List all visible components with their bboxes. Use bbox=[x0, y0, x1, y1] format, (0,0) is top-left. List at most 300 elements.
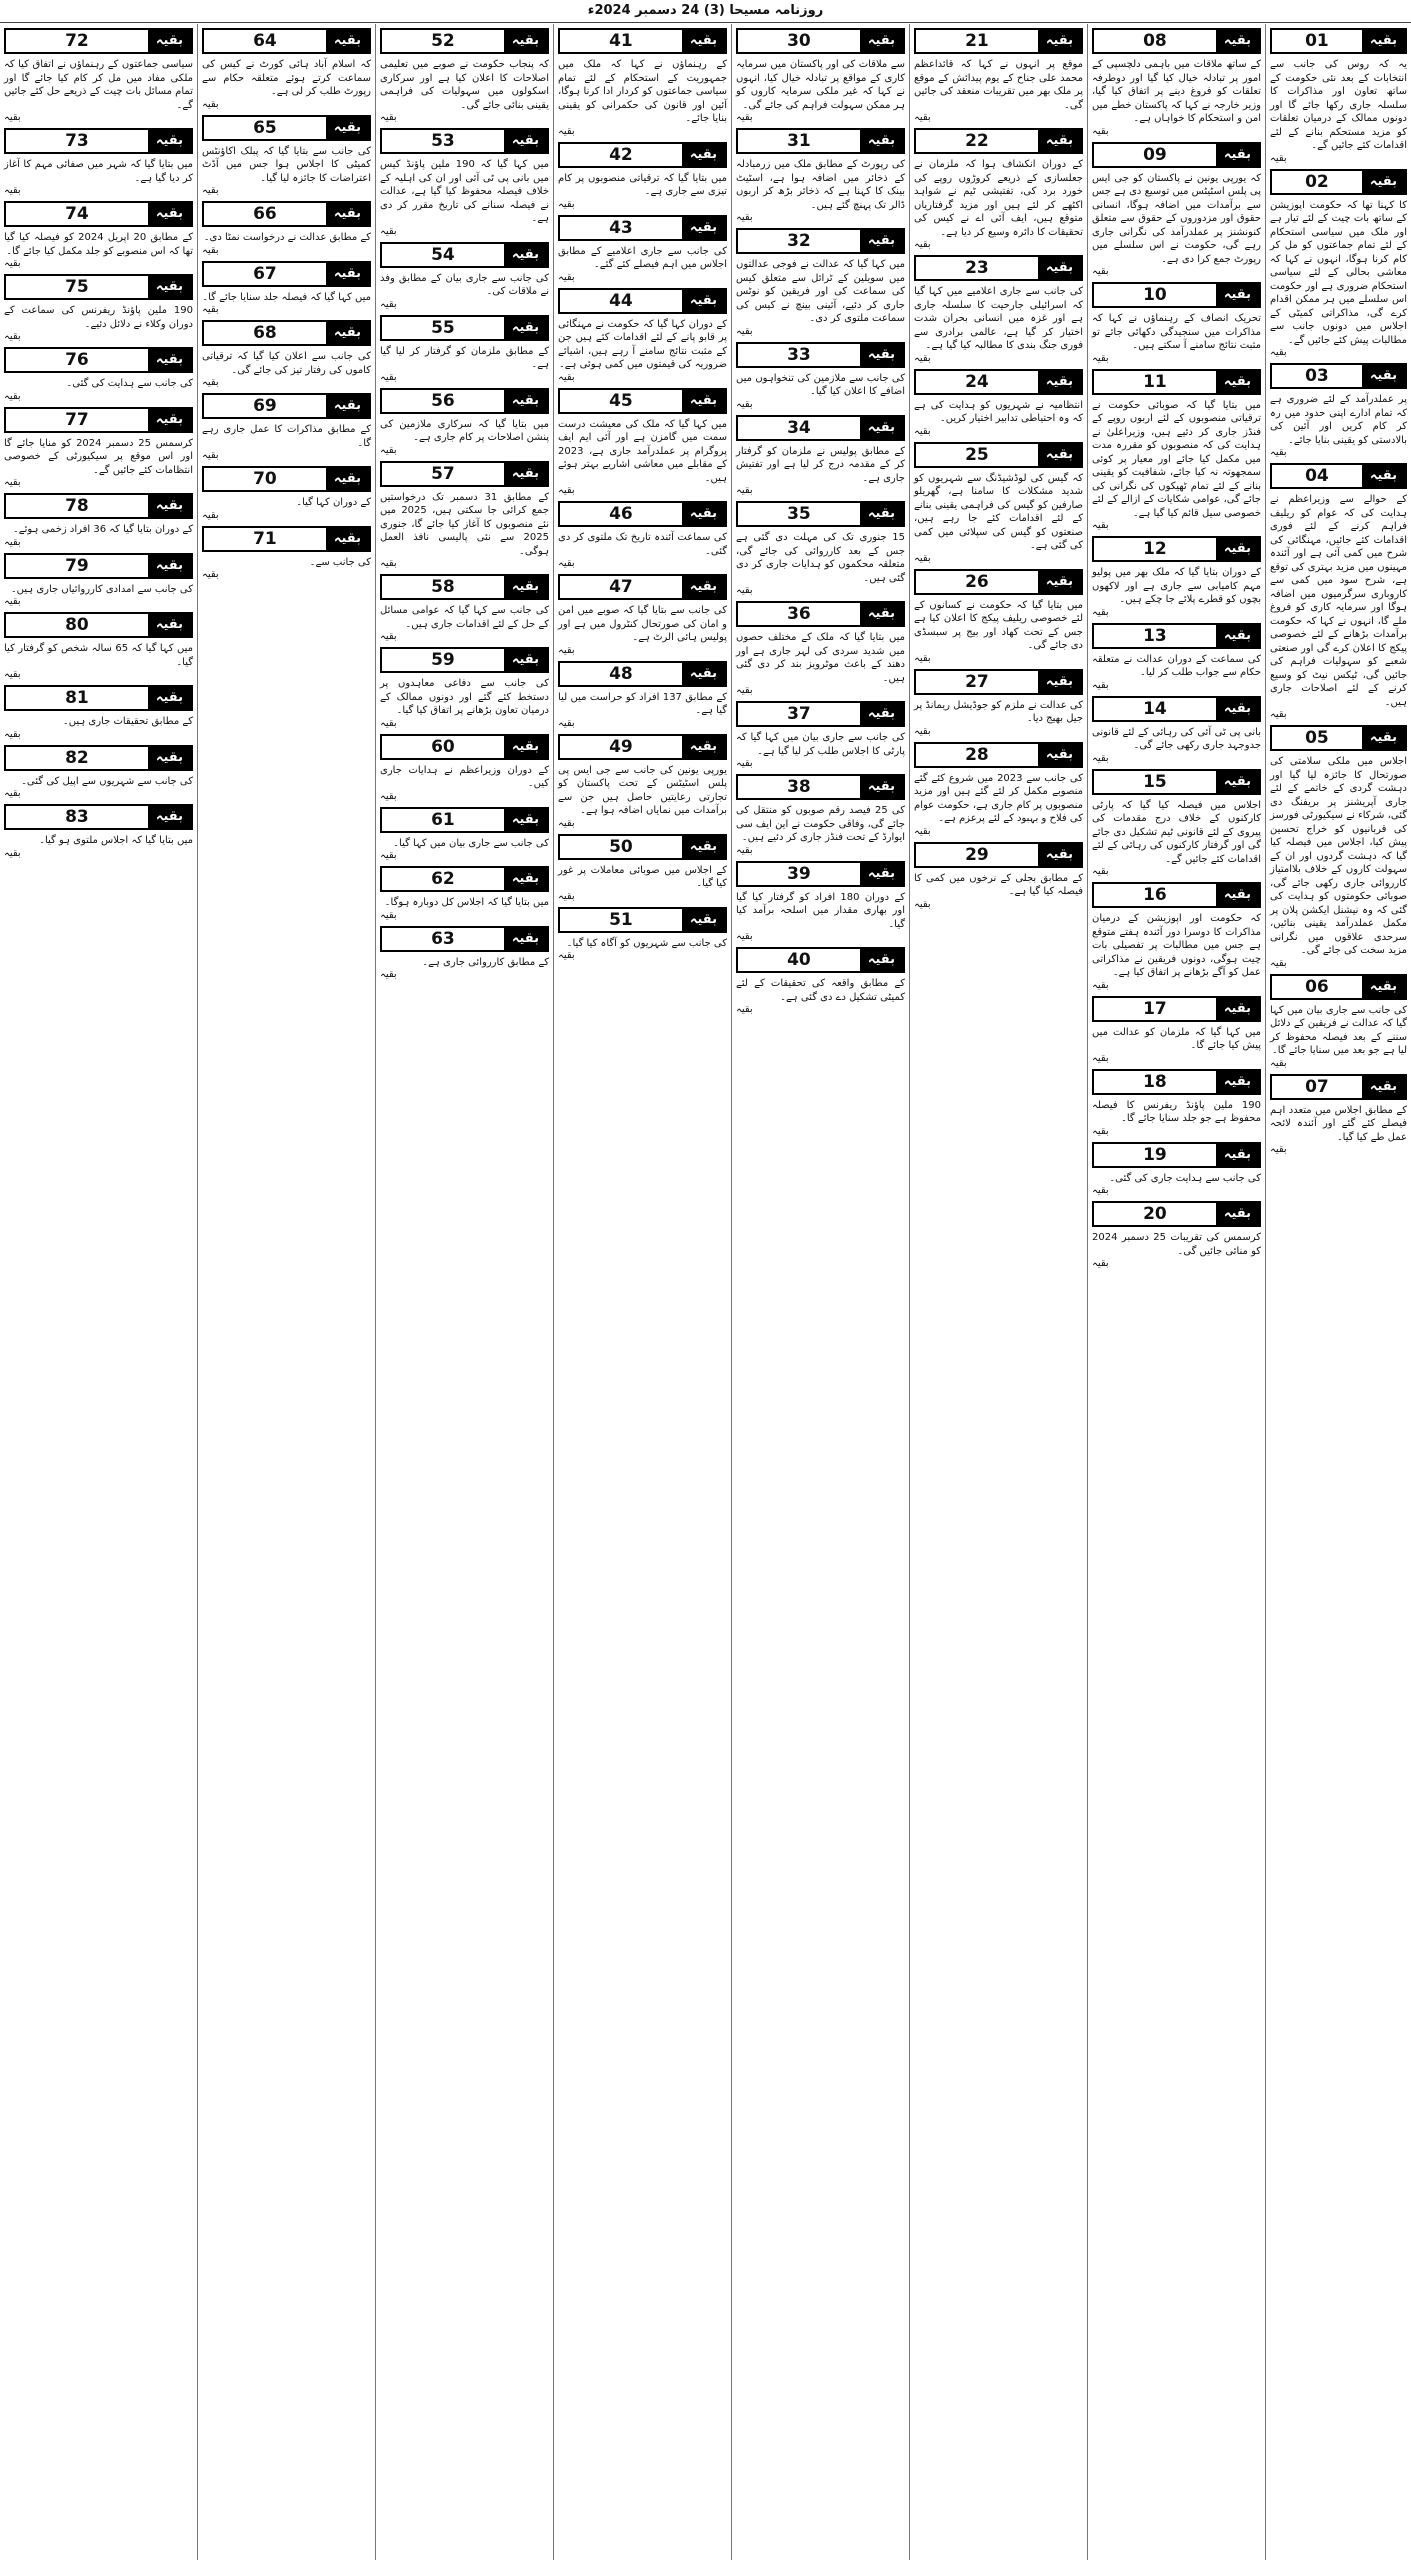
continuation-label: بقیہ bbox=[148, 409, 191, 431]
continuation-number: 42 bbox=[560, 144, 682, 166]
continuation-block bbox=[380, 388, 549, 457]
continuation-text: کے مطابق پولیس نے ملزمان کو گرفتار کر کے مقدمہ درج کر لیا ہے اور تفتیش جاری ہے۔ bbox=[736, 445, 905, 484]
continuation-text: کے ساتھ ملاقات میں باہمی دلچسپی کے امور پر تبادلہ خیال کیا گیا اور دوطرفہ تعلقات کو فروغ دینے پر اتفاق کیا گیا، وزیر خارجہ نے کہا کہ پاکستان خطے میں امن و استحکام کا خواہاں ہے۔ bbox=[1092, 59, 1261, 124]
continuation-header bbox=[1092, 1142, 1261, 1168]
continuation-text: کہ اسلام آباد ہائی کورٹ نے کیس کی سماعت کرتے ہوئے متعلقہ حکام سے رپورٹ طلب کر لی ہے۔ bbox=[202, 59, 371, 97]
continuation-number: 15 bbox=[1094, 771, 1216, 793]
continuation-block bbox=[380, 926, 549, 982]
continuation-number: 14 bbox=[1094, 698, 1216, 720]
continuation-end-mark: بقیہ bbox=[736, 398, 753, 410]
continuation-number: 47 bbox=[560, 576, 682, 598]
continuation-label: بقیہ bbox=[504, 317, 547, 339]
continuation-number: 39 bbox=[738, 863, 860, 885]
continuation-text: کے مطابق 20 اپریل 2024 کو فیصلہ کیا گیا تھا کہ اس منصوبے کو جلد مکمل کیا جائے گا۔ bbox=[4, 232, 193, 257]
continuation-number: 29 bbox=[916, 844, 1038, 866]
continuation-label: بقیہ bbox=[504, 244, 547, 266]
continuation-text: کی جانب سے ملازمین کی تنخواہوں میں اضافے کا اعلان کیا گیا۔ bbox=[736, 372, 905, 397]
continuation-number: 09 bbox=[1094, 144, 1216, 166]
continuation-block bbox=[4, 274, 193, 343]
continuation-end-mark: بقیہ bbox=[736, 325, 753, 337]
continuation-number: 02 bbox=[1272, 171, 1362, 193]
continuation-label: بقیہ bbox=[1216, 698, 1259, 720]
continuation-text: کی سماعت کے دوران عدالت نے متعلقہ حکام سے جواب طلب کر لیا۔ bbox=[1092, 653, 1261, 678]
continuation-text: میں بتایا گیا کہ صوبائی حکومت نے ترقیاتی منصوبوں کے لئے اربوں روپے کے فنڈز جاری کر دئیے ہیں، وزیراعلیٰ نے ہدایت کی کہ منصوبوں کو مقررہ مدت میں مکمل کیا جائے اور معیار پر کوئی سمجھوتہ نہ کیا جائے، شفافیت کو یقینی بنانے کے لئے تمام ٹھیکوں کی نگرانی کی جائے گی، عوامی شکایات کے ازالے کے لئے خصوصی سیل قائم کیا گیا ہے۔ bbox=[1092, 399, 1261, 519]
continuation-block bbox=[380, 574, 549, 643]
continuation-number: 72 bbox=[6, 30, 148, 52]
continuation-header bbox=[4, 347, 193, 373]
continuation-block bbox=[1092, 882, 1261, 992]
continuation-header bbox=[914, 842, 1083, 868]
continuation-block bbox=[558, 501, 727, 570]
continuation-label: بقیہ bbox=[860, 703, 903, 725]
continuation-number: 32 bbox=[738, 230, 860, 252]
continuation-label: بقیہ bbox=[860, 417, 903, 439]
continuation-text: کی جانب سے جاری بیان میں کہا گیا کہ عدالت نے فریقین کے دلائل سننے کے بعد فیصلہ محفوظ کر لیا ہے جو بعد میں سنایا جائے گا۔ bbox=[1270, 1004, 1407, 1056]
continuation-end-mark: بقیہ bbox=[558, 371, 575, 383]
continuation-label: بقیہ bbox=[1038, 671, 1081, 693]
continuation-header bbox=[380, 28, 549, 54]
continuation-number: 82 bbox=[6, 747, 148, 769]
continuation-end-mark: بقیہ bbox=[558, 644, 575, 656]
continuation-text: میں کہا گیا کہ 190 ملین پاؤنڈ کیس میں بانی پی ٹی آئی اور ان کی اہلیہ کے خلاف فیصلہ محفوظ کیا گیا ہے، عدالت نے فیصلہ سنانے کی تاریخ مقرر کر دی ہے۔ bbox=[380, 159, 549, 224]
continuation-text: اجلاس میں ملکی سلامتی کی صورتحال کا جائزہ لیا گیا اور دہشت گردی کے خاتمے کے لئے جاری آپریشنز پر بریفنگ دی گئی، شرکاء نے سیکیورٹی فورسز کی قربانیوں کو خراج تحسین پیش کیا، اجلاس میں فیصلہ کیا گیا کہ دہشت گردوں اور ان کے سہولت کاروں کے خلاف بلاامتیاز کارروائی جاری رکھی جائے گی، صوبائی حکومتوں کو ہدایت کی گئی کہ وہ نیشنل ایکشن پلان پر مکمل عملدرآمد یقینی بنائیں، سرحدی علاقوں میں نگرانی مزید سخت کی جائے گی۔ bbox=[1270, 756, 1407, 956]
continuation-text: کی جانب سے امدادی کارروائیاں جاری ہیں۔ bbox=[10, 583, 193, 595]
continuation-text: میں کہا گیا کہ فیصلہ جلد سنایا جائے گا۔ bbox=[202, 291, 371, 303]
continuation-end-mark: بقیہ bbox=[736, 685, 753, 696]
continuation-header bbox=[4, 804, 193, 830]
continuation-number: 55 bbox=[382, 317, 504, 339]
continuation-header bbox=[1270, 28, 1407, 54]
continuation-number: 66 bbox=[204, 203, 326, 225]
continuation-end-mark: بقیہ bbox=[4, 788, 21, 799]
continuation-label: بقیہ bbox=[1216, 538, 1259, 560]
continuation-number: 12 bbox=[1094, 538, 1216, 560]
continuation-number: 28 bbox=[916, 744, 1038, 766]
continuation-number: 49 bbox=[560, 736, 682, 758]
continuation-number: 63 bbox=[382, 928, 504, 950]
continuation-number: 19 bbox=[1094, 1144, 1216, 1166]
continuation-label: بقیہ bbox=[1216, 1144, 1259, 1166]
continuation-header bbox=[914, 442, 1083, 468]
continuation-label: بقیہ bbox=[148, 614, 191, 636]
continuation-label: بقیہ bbox=[326, 395, 369, 417]
continuation-block bbox=[736, 861, 905, 944]
continuation-header bbox=[1092, 282, 1261, 308]
continuation-block bbox=[558, 734, 727, 830]
continuation-text: 15 جنوری تک کی مہلت دی گئی ہے جس کے بعد کارروائی کی جائے گی، متعلقہ محکموں کو ہدایات جاری کر دی گئی ہیں۔ bbox=[736, 532, 905, 584]
continuation-end-mark: بقیہ bbox=[202, 244, 219, 256]
continuation-header bbox=[4, 28, 193, 54]
continuation-header bbox=[914, 28, 1083, 54]
continuation-header bbox=[1092, 28, 1261, 54]
continuation-text: کی جانب سے 2023 میں شروع کئے گئے منصوبے مکمل کر لئے گئے ہیں اور مزید منصوبوں پر کام جاری ہے، حکومت عوام کی فلاح و بہبود کے لئے پرعزم ہے۔ bbox=[914, 772, 1084, 824]
continuation-end-mark: بقیہ bbox=[736, 931, 753, 942]
continuation-text: پر عملدرآمد کے لئے ضروری ہے کہ تمام ادارے اپنی حدود میں رہ کر کام کریں اور آئین کی بالادستی کو یقینی بنایا جائے۔ bbox=[1270, 394, 1407, 446]
continuation-text: کی جانب سے شہریوں کو آگاہ کیا گیا۔ bbox=[566, 937, 727, 949]
continuation-block bbox=[736, 774, 905, 857]
continuation-end-mark: بقیہ bbox=[380, 371, 397, 383]
continuation-block bbox=[202, 261, 371, 317]
continuation-end-mark: بقیہ bbox=[4, 847, 21, 859]
continuation-header bbox=[558, 574, 727, 600]
continuation-text: کرسمس کی تقریبات 25 دسمبر 2024 کو منائی جائیں گی۔ bbox=[1092, 1232, 1261, 1257]
continuation-end-mark: بقیہ bbox=[380, 631, 397, 642]
continuation-label: بقیہ bbox=[1362, 171, 1405, 193]
continuation-end-mark: بقیہ bbox=[914, 239, 931, 250]
continuation-header bbox=[1092, 623, 1261, 649]
continuation-text: 190 ملین پاؤنڈ ریفرنس کی سماعت کے دوران وکلاء نے دلائل دئیے۔ bbox=[4, 305, 193, 330]
continuation-block bbox=[558, 388, 727, 498]
continuation-label: بقیہ bbox=[860, 230, 903, 252]
continuation-block bbox=[4, 804, 193, 860]
continuation-block bbox=[4, 493, 193, 549]
continuation-block bbox=[1270, 463, 1407, 721]
continuation-number: 21 bbox=[916, 30, 1038, 52]
continuation-label: بقیہ bbox=[148, 349, 191, 371]
continuation-header bbox=[558, 734, 727, 760]
continuation-number: 04 bbox=[1272, 465, 1362, 487]
continuation-label: بقیہ bbox=[860, 949, 903, 971]
continuation-block bbox=[380, 128, 549, 238]
continuation-block bbox=[914, 842, 1083, 911]
continuation-block bbox=[1092, 1201, 1261, 1270]
continuation-number: 81 bbox=[6, 687, 148, 709]
continuation-end-mark: بقیہ bbox=[558, 125, 575, 137]
continuation-text: کے دوران کہا گیا۔ bbox=[296, 497, 371, 508]
continuation-label: بقیہ bbox=[682, 836, 725, 858]
continuation-block bbox=[736, 128, 905, 224]
continuation-text: تحریک انصاف کے رہنماؤں نے کہا کہ مذاکرات میں سنجیدگی دکھائی جائے تو مثبت نتائج سامنے آ سکتے ہیں۔ bbox=[1092, 313, 1261, 351]
continuation-block bbox=[558, 834, 727, 903]
continuation-end-mark: بقیہ bbox=[558, 817, 575, 829]
continuation-block bbox=[1092, 282, 1261, 365]
continuation-number: 53 bbox=[382, 130, 504, 152]
continuation-label: بقیہ bbox=[1362, 976, 1405, 998]
continuation-header bbox=[914, 569, 1083, 595]
continuation-label: بقیہ bbox=[326, 30, 369, 52]
continuation-end-mark: بقیہ bbox=[914, 552, 931, 564]
continuation-block bbox=[1092, 1142, 1261, 1198]
continuation-block bbox=[380, 242, 549, 311]
continuation-block bbox=[558, 907, 727, 963]
continuation-block bbox=[380, 647, 549, 730]
continuation-number: 05 bbox=[1272, 727, 1362, 749]
continuation-number: 73 bbox=[6, 130, 148, 152]
continuation-text: بانی پی ٹی آئی کی رہائی کے لئے قانونی جدوجہد جاری رکھی جائے گی۔ bbox=[1092, 726, 1261, 751]
continuation-header bbox=[380, 388, 549, 414]
continuation-end-mark: بقیہ bbox=[736, 585, 753, 596]
column-6 bbox=[375, 24, 553, 2560]
continuation-end-mark: بقیہ bbox=[1092, 606, 1109, 618]
column-1 bbox=[1265, 24, 1411, 2560]
continuation-label: بقیہ bbox=[1362, 465, 1405, 487]
continuation-text: سے ملاقات کی اور پاکستان میں سرمایہ کاری کے مواقع پر تبادلہ خیال کیا، انہوں نے کہا کہ غیر ملکی سرمایہ کاروں کو ہر ممکن سہولت فراہم کی جائے گی۔ bbox=[736, 59, 905, 111]
continuation-label: بقیہ bbox=[1038, 257, 1081, 279]
continuation-number: 48 bbox=[560, 663, 682, 685]
continuation-number: 18 bbox=[1094, 1071, 1216, 1093]
continuation-end-mark: بقیہ bbox=[380, 717, 397, 729]
continuation-text: کی جانب سے جاری اعلامیے میں کہا گیا کہ اسرائیلی جارحیت کا سلسلہ جاری ہے اور غزہ میں انسانی بحران شدت اختیار کر گیا ہے، عالمی برادری سے فوری جنگ بندی کا مطالبہ کیا گیا ہے۔ bbox=[914, 286, 1083, 351]
continuation-text: کے مطابق 137 افراد کو حراست میں لیا گیا ہے۔ bbox=[558, 691, 727, 716]
continuation-number: 74 bbox=[6, 203, 148, 225]
continuation-block bbox=[4, 745, 193, 801]
continuation-text: کے دوران انکشاف ہوا کہ ملزمان نے جعلسازی کے ذریعے کروڑوں روپے کی خورد برد کی، تفتیشی ٹیم نے شواہد اکٹھے کر لئے ہیں اور مزید گرفتاریاں متوقع ہیں، ایف آئی اے نے کیس کی تحقیقات کا دائرہ وسیع کر دیا ہے۔ bbox=[914, 159, 1083, 238]
continuation-header bbox=[558, 388, 727, 414]
continuation-block bbox=[736, 947, 905, 1016]
continuation-label: بقیہ bbox=[682, 217, 725, 239]
continuation-end-mark: بقیہ bbox=[202, 185, 219, 196]
column-7 bbox=[197, 24, 375, 2560]
continuation-number: 16 bbox=[1094, 884, 1216, 906]
continuation-end-mark: بقیہ bbox=[736, 212, 753, 223]
continuation-header bbox=[736, 228, 905, 254]
continuation-block bbox=[202, 28, 371, 111]
continuation-block bbox=[4, 201, 193, 270]
continuation-number: 36 bbox=[738, 603, 860, 625]
continuation-block bbox=[558, 28, 727, 138]
continuation-text: کہ پنجاب حکومت نے صوبے میں تعلیمی اصلاحات کا اعلان کیا ہے اور سرکاری اسکولوں میں سہولیات کی فراہمی یقینی بنائی جائے گی۔ bbox=[380, 59, 549, 111]
continuation-label: بقیہ bbox=[1216, 30, 1259, 52]
continuation-text: کرسمس 25 دسمبر 2024 کو منایا جائے گا اور اس موقع پر سیکیورٹی کے خصوصی انتظامات کئے جائیں گے۔ bbox=[4, 437, 193, 476]
continuation-number: 76 bbox=[6, 349, 148, 371]
continuation-end-mark: بقیہ bbox=[4, 258, 21, 269]
continuation-block bbox=[558, 142, 727, 211]
continuation-number: 61 bbox=[382, 809, 504, 831]
continuation-text: کی جانب سے بتایا گیا کہ پبلک اکاؤنٹس کمیٹی کا اجلاس ہوا جس میں آڈٹ اعتراضات کا جائزہ لیا گیا۔ bbox=[202, 145, 371, 184]
continuation-label: بقیہ bbox=[860, 863, 903, 885]
continuation-text: کے مطابق تحقیقات جاری ہیں۔ bbox=[62, 716, 193, 727]
continuation-block bbox=[202, 466, 371, 522]
continuation-block bbox=[736, 342, 905, 411]
continuation-label: بقیہ bbox=[1362, 1076, 1405, 1098]
continuation-label: بقیہ bbox=[326, 263, 369, 285]
continuation-label: بقیہ bbox=[682, 503, 725, 525]
continuation-label: بقیہ bbox=[1038, 371, 1081, 393]
continuation-end-mark: بقیہ bbox=[914, 898, 931, 910]
continuation-end-mark: بقیہ bbox=[380, 850, 397, 861]
continuation-end-mark: بقیہ bbox=[4, 112, 21, 123]
continuation-header bbox=[736, 861, 905, 887]
continuation-header bbox=[1092, 1069, 1261, 1095]
continuation-number: 01 bbox=[1272, 30, 1362, 52]
continuation-block bbox=[1092, 28, 1261, 138]
continuation-text: کی رپورٹ کے مطابق ملک میں زرمبادلہ کے ذخائر میں اضافہ ہوا ہے، اسٹیٹ بینک کا کہنا ہے کہ ذخائر بڑھ کر اربوں ڈالر تک پہنچ گئے ہیں۔ bbox=[736, 159, 905, 211]
continuation-end-mark: بقیہ bbox=[1092, 266, 1109, 277]
continuation-number: 20 bbox=[1094, 1203, 1216, 1225]
continuation-end-mark: بقیہ bbox=[380, 444, 397, 456]
continuation-block bbox=[4, 407, 193, 490]
continuation-text: میں کہا گیا کہ 65 سالہ شخص کو گرفتار کیا گیا۔ bbox=[4, 643, 193, 668]
continuation-block bbox=[1092, 696, 1261, 765]
column-3 bbox=[909, 24, 1087, 2560]
continuation-block bbox=[202, 526, 371, 582]
continuation-header bbox=[202, 466, 371, 492]
continuation-header bbox=[380, 647, 549, 673]
continuation-label: بقیہ bbox=[504, 649, 547, 671]
continuation-header bbox=[1092, 696, 1261, 722]
continuation-number: 77 bbox=[6, 409, 148, 431]
continuation-block bbox=[1270, 28, 1407, 165]
continuation-text: میں کہا گیا کہ عدالت نے فوجی عدالتوں میں سویلین کے ٹرائل سے متعلق کیس کی سماعت کی اور فریقین کو نوٹس جاری کر دئیے، آئینی بینچ نے کیس کی سماعت ملتوی کر دی۔ bbox=[736, 259, 905, 324]
continuation-block bbox=[736, 415, 905, 498]
continuation-number: 03 bbox=[1272, 365, 1362, 387]
continuation-label: بقیہ bbox=[148, 203, 191, 225]
continuation-number: 64 bbox=[204, 30, 326, 52]
continuation-header bbox=[1270, 725, 1407, 751]
continuation-number: 54 bbox=[382, 244, 504, 266]
continuation-header bbox=[914, 128, 1083, 154]
continuation-end-mark: بقیہ bbox=[202, 304, 219, 315]
continuation-block bbox=[1092, 142, 1261, 279]
continuation-text: کی جانب سے جاری اعلامیے کے مطابق اجلاس میں اہم فیصلے کئے گئے۔ bbox=[558, 245, 727, 270]
continuation-label: بقیہ bbox=[1038, 571, 1081, 593]
continuation-number: 22 bbox=[916, 130, 1038, 152]
continuation-block bbox=[380, 807, 549, 863]
continuation-block bbox=[4, 612, 193, 681]
continuation-number: 67 bbox=[204, 263, 326, 285]
continuation-header bbox=[4, 274, 193, 300]
continuation-text: کی جانب سے ہدایت جاری کی گئی۔ bbox=[1109, 1172, 1261, 1184]
continuation-end-mark: بقیہ bbox=[558, 717, 575, 729]
continuation-block bbox=[4, 553, 193, 609]
continuation-number: 40 bbox=[738, 949, 860, 971]
continuation-number: 46 bbox=[560, 503, 682, 525]
continuation-end-mark: بقیہ bbox=[736, 485, 753, 496]
continuation-block bbox=[380, 28, 549, 124]
continuation-text: میں بتایا گیا کہ حکومت نے کسانوں کے لئے خصوصی ریلیف پیکج کا اعلان کیا ہے جس کے تحت کھاد اور بیج پر سبسڈی دی جائے گی۔ bbox=[914, 599, 1083, 651]
continuation-number: 51 bbox=[560, 909, 682, 931]
continuation-number: 80 bbox=[6, 614, 148, 636]
continuation-label: بقیہ bbox=[1216, 625, 1259, 647]
continuation-label: بقیہ bbox=[682, 736, 725, 758]
continuation-block bbox=[1092, 623, 1261, 692]
continuation-block bbox=[380, 315, 549, 384]
continuation-block bbox=[1270, 725, 1407, 970]
continuation-text: میں کہا گیا کہ ملک کی معیشت درست سمت میں گامزن ہے اور آئی ایم ایف پروگرام پر عملدرآمد جاری ہے، 2023 کے مقابلے میں معاشی اشاریے بہتر ہوئے ہیں۔ bbox=[558, 418, 727, 484]
continuation-end-mark: بقیہ bbox=[736, 1004, 753, 1015]
continuation-text: کا کہنا تھا کہ حکومت اپوزیشن کے ساتھ بات چیت کے لئے تیار ہے اور ملک میں سیاسی استحکام کے لئے تمام جماعتوں کو مل کر کام کرنا ہوگا، انہوں نے کہا کہ معاشی بحالی کے لئے سیاسی استحکام ضروری ہے اور حکومت اس سلسلے میں ہر ممکن اقدام کرے گی، مذاکراتی کمیٹی کے اجلاس میں دونوں جانب سے مطالبات پیش کئے جائیں گے۔ bbox=[1270, 199, 1407, 346]
continuation-label: بقیہ bbox=[1216, 998, 1259, 1020]
continuation-header bbox=[558, 907, 727, 933]
continuation-end-mark: بقیہ bbox=[558, 485, 575, 496]
continuation-block bbox=[4, 347, 193, 403]
continuation-header bbox=[1092, 1201, 1261, 1227]
continuation-header bbox=[1092, 769, 1261, 795]
continuation-text: کے مطابق واقعہ کی تحقیقات کے لئے کمیٹی تشکیل دے دی گئی ہے۔ bbox=[736, 978, 905, 1003]
continuation-label: بقیہ bbox=[148, 555, 191, 577]
continuation-header bbox=[4, 128, 193, 154]
continuation-header bbox=[380, 734, 549, 760]
continuation-text: کہ یورپی یونین نے پاکستان کو جی ایس پی پلس اسٹیٹس میں توسیع دی ہے جس سے برآمدات میں اضافہ ہوگا، انسانی حقوق اور مزدوروں کے حقوق سے متعلق کنونشنز پر عملدرآمد کی نگرانی جاری رہے گی، حکومت نے اس سلسلے میں رپورٹ جمع کرا دی ہے۔ bbox=[1092, 172, 1261, 265]
continuation-end-mark: بقیہ bbox=[4, 728, 21, 740]
continuation-header bbox=[202, 526, 371, 552]
continuation-text: کی جانب سے دفاعی معاہدوں پر دستخط کئے گئے اور دونوں ممالک کے درمیان تعاون بڑھانے پر اتفاق کیا گیا۔ bbox=[380, 678, 549, 716]
continuation-header bbox=[558, 501, 727, 527]
continuation-text: کہ گیس کی لوڈشیڈنگ سے شہریوں کو شدید مشکلات کا سامنا ہے، گھریلو صارفین کو گیس کی فراہمی یقینی بنانے کے لئے اقدامات کئے جا رہے ہیں، صنعتوں کو گیس کی سپلائی میں کمی کی گئی ہے۔ bbox=[914, 472, 1083, 551]
continuation-text: کے دوران بتایا گیا کہ 36 افراد زخمی ہوئے۔ bbox=[12, 524, 193, 535]
continuation-block bbox=[736, 28, 905, 124]
continuation-label: بقیہ bbox=[504, 463, 547, 485]
continuation-number: 27 bbox=[916, 671, 1038, 693]
continuation-text: کی جانب سے ہدایت کی گئی۔ bbox=[66, 378, 193, 389]
continuation-header bbox=[558, 834, 727, 860]
continuation-end-mark: بقیہ bbox=[4, 669, 21, 680]
continuation-header bbox=[380, 574, 549, 600]
continuation-end-mark: بقیہ bbox=[202, 450, 219, 461]
continuation-block bbox=[380, 461, 549, 571]
continuation-number: 69 bbox=[204, 395, 326, 417]
continuation-header bbox=[380, 128, 549, 154]
continuation-text: موقع پر انہوں نے کہا کہ قائداعظم محمد علی جناح کے یوم پیدائش کے موقع پر ملک بھر میں تقریبات منعقد کی جائیں گی۔ bbox=[914, 59, 1083, 111]
continuation-end-mark: بقیہ bbox=[380, 790, 397, 802]
continuation-header bbox=[4, 553, 193, 579]
continuation-label: بقیہ bbox=[326, 117, 369, 139]
continuation-label: بقیہ bbox=[504, 576, 547, 598]
continuation-label: بقیہ bbox=[860, 130, 903, 152]
continuation-number: 57 bbox=[382, 463, 504, 485]
continuation-header bbox=[4, 745, 193, 771]
continuation-header bbox=[914, 742, 1083, 768]
continuation-label: بقیہ bbox=[1216, 371, 1259, 393]
continuation-text: کی جانب سے اعلان کیا گیا کہ ترقیاتی کاموں کی رفتار تیز کی جائے گی۔ bbox=[202, 351, 371, 376]
continuation-label: بقیہ bbox=[1038, 744, 1081, 766]
continuation-text: کے دوران کہا گیا کہ حکومت نے مہنگائی پر قابو پانے کے لئے اقدامات کئے ہیں جن کے مثبت نتائج سامنے آ رہے ہیں، اشیائے ضروریہ کی قیمتوں میں کمی ہوئی ہے۔ bbox=[558, 318, 727, 370]
continuation-number: 60 bbox=[382, 736, 504, 758]
continuation-label: بقیہ bbox=[148, 687, 191, 709]
continuation-header bbox=[202, 261, 371, 287]
continuation-header bbox=[736, 947, 905, 973]
continuation-end-mark: بقیہ bbox=[914, 425, 931, 437]
continuation-end-mark: بقیہ bbox=[558, 198, 575, 210]
continuation-label: بقیہ bbox=[1038, 130, 1081, 152]
continuation-text: کی جانب سے۔ bbox=[309, 556, 371, 568]
continuation-header bbox=[736, 28, 905, 54]
continuation-number: 58 bbox=[382, 576, 504, 598]
continuation-label: بقیہ bbox=[682, 290, 725, 312]
continuation-number: 25 bbox=[916, 444, 1038, 466]
continuation-number: 07 bbox=[1272, 1076, 1362, 1098]
continuation-text: کی عدالت نے ملزم کو جوڈیشل ریمانڈ پر جیل بھیج دیا۔ bbox=[913, 699, 1083, 724]
continuation-label: بقیہ bbox=[682, 144, 725, 166]
continuation-number: 83 bbox=[6, 806, 148, 828]
continuation-number: 31 bbox=[738, 130, 860, 152]
continuation-text: کے مطابق مذاکرات کا عمل جاری رہے گا۔ bbox=[202, 424, 371, 449]
continuation-text: کے دوران بتایا گیا کہ ملک بھر میں پولیو مہم کامیابی سے جاری ہے اور لاکھوں بچوں کو قطرے پلائے جا چکے ہیں۔ bbox=[1092, 567, 1261, 605]
continuation-block bbox=[736, 701, 905, 770]
continuation-block bbox=[4, 685, 193, 741]
continuation-end-mark: بقیہ bbox=[4, 331, 21, 342]
continuation-number: 50 bbox=[560, 836, 682, 858]
continuation-end-mark: بقیہ bbox=[1092, 125, 1109, 137]
continuation-block bbox=[202, 320, 371, 389]
continuation-end-mark: بقیہ bbox=[202, 98, 219, 110]
continuation-end-mark: بقیہ bbox=[736, 758, 753, 769]
continuation-header bbox=[736, 342, 905, 368]
continuation-end-mark: بقیہ bbox=[558, 950, 575, 961]
continuation-block bbox=[914, 569, 1083, 665]
continuation-header bbox=[380, 242, 549, 268]
continuation-text: کی جانب سے بتایا گیا کہ صوبے میں امن و امان کی صورتحال کنٹرول میں ہے اور پولیس ہائی الرٹ ہے۔ bbox=[558, 605, 727, 643]
continuation-end-mark: بقیہ bbox=[1092, 1185, 1109, 1196]
continuation-end-mark: بقیہ bbox=[1270, 709, 1287, 720]
continuation-header bbox=[1270, 363, 1407, 389]
continuation-block bbox=[4, 28, 193, 124]
continuation-number: 62 bbox=[382, 868, 504, 890]
continuation-label: بقیہ bbox=[504, 928, 547, 950]
continuation-label: بقیہ bbox=[504, 390, 547, 412]
continuation-end-mark: بقیہ bbox=[4, 185, 21, 196]
continuation-block bbox=[1092, 536, 1261, 619]
